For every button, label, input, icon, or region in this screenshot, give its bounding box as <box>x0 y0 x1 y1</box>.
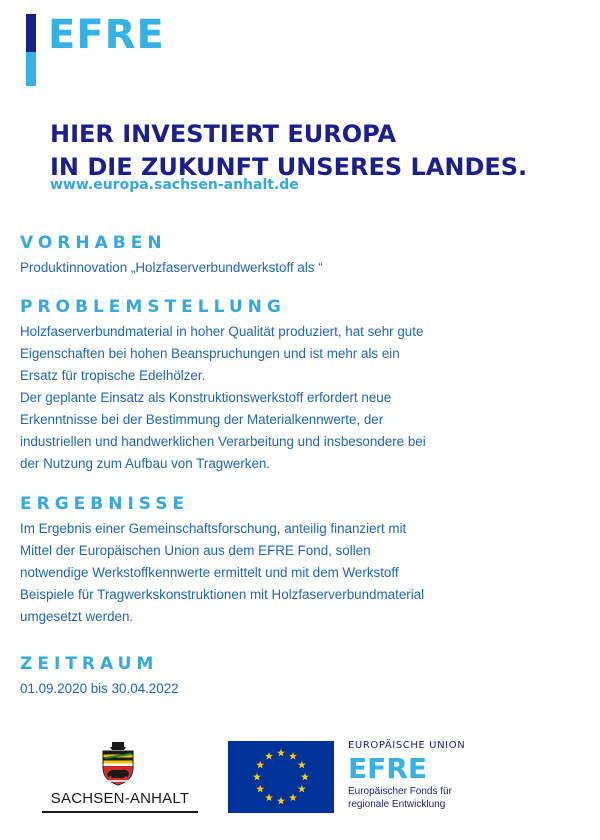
body-line: Eigenschaften bei hohen Beanspruchungen und ist mehr als ein <box>20 346 400 361</box>
section-problemstellung <box>20 297 580 475</box>
eu-efre-label: EFRE <box>348 752 427 785</box>
section-ergebnisse <box>20 494 580 628</box>
eu-star-icon <box>298 785 306 793</box>
body-line: Erkenntnisse bei der Bestimmung der Materialkennwerte, der <box>20 412 384 427</box>
state-label: SACHSEN-ANHALT <box>50 790 190 807</box>
section-title: ZEITRAUM <box>20 654 159 674</box>
sachsen-anhalt-coat-of-arms-icon <box>100 742 136 786</box>
eu-star-icon <box>256 761 264 769</box>
eu-star-icon <box>265 752 273 760</box>
eu-efre-block <box>348 740 548 811</box>
body-line: Ersatz für tropische Edelhölzer. <box>20 368 206 383</box>
section-title: ERGEBNISSE <box>20 494 190 514</box>
body-line: Mittel der Europäischen Union aus dem EFRE Fond, sollen <box>20 543 371 558</box>
eu-stars <box>228 741 334 813</box>
eu-star-icon <box>289 794 297 802</box>
eu-star-icon <box>301 773 309 781</box>
website-link[interactable]: www.europa.sachsen-anhalt.de <box>50 177 299 193</box>
section-title: PROBLEMSTELLUNG <box>20 297 286 317</box>
logo-bar-dark <box>26 14 36 52</box>
divider <box>42 811 198 813</box>
section-vorhaben <box>20 233 580 279</box>
body-line: der Nutzung zum Aufbau von Tragwerken. <box>20 456 271 471</box>
body-line: umgesetzt werden. <box>20 609 134 624</box>
section-body <box>20 257 580 279</box>
body-line: Im Ergebnis einer Gemeinschaftsforschung, anteilig finanziert mit <box>20 521 407 536</box>
body-line: 01.09.2020 bis 30.04.2022 <box>20 681 179 696</box>
eu-sub-line-1: Europäischer Fonds für <box>348 786 452 797</box>
sachsen-anhalt-logo <box>42 740 198 816</box>
logo-bar-light <box>26 52 36 86</box>
eu-star-icon <box>253 773 261 781</box>
body-line: Holzfaserverbundmaterial in hoher Qualität produziert, hat sehr gute <box>20 324 424 339</box>
eu-star-icon <box>265 794 273 802</box>
body-line: industriellen und handwerklichen Verarbeitung und insbesondere bei <box>20 434 426 449</box>
eu-star-icon <box>289 752 297 760</box>
section-title: VORHABEN <box>20 233 167 253</box>
body-line: Der geplante Einsatz als Konstruktionswerkstoff erfordert neue <box>20 390 392 405</box>
section-zeitraum <box>20 654 580 700</box>
eu-star-icon <box>277 797 285 805</box>
logo-text: EFRE <box>48 12 165 58</box>
section-body <box>20 518 580 628</box>
headline <box>50 118 527 184</box>
section-body <box>20 678 580 700</box>
body-line: notwendige Werkstoffkennwerte ermittelt und mit dem Werkstoff <box>20 565 399 580</box>
body-line: Produktinnovation „Holzfaserverbundwerkstoff als “ <box>20 260 323 275</box>
eu-star-icon <box>277 749 285 757</box>
body-line: Beispiele für Tragwerkskonstruktionen mit Holzfaserverbundmaterial <box>20 587 425 602</box>
eu-flag-icon <box>228 741 334 813</box>
eu-star-icon <box>298 761 306 769</box>
headline-line-2: IN DIE ZUKUNFT UNSERES LANDES. <box>50 153 528 181</box>
section-body <box>20 321 580 475</box>
eu-union-label: EUROPÄISCHE UNION <box>348 740 466 751</box>
eu-star-icon <box>256 785 264 793</box>
eu-sub-line-2: regionale Entwicklung <box>348 799 446 810</box>
headline-line-1: HIER INVESTIERT EUROPA <box>50 120 397 148</box>
